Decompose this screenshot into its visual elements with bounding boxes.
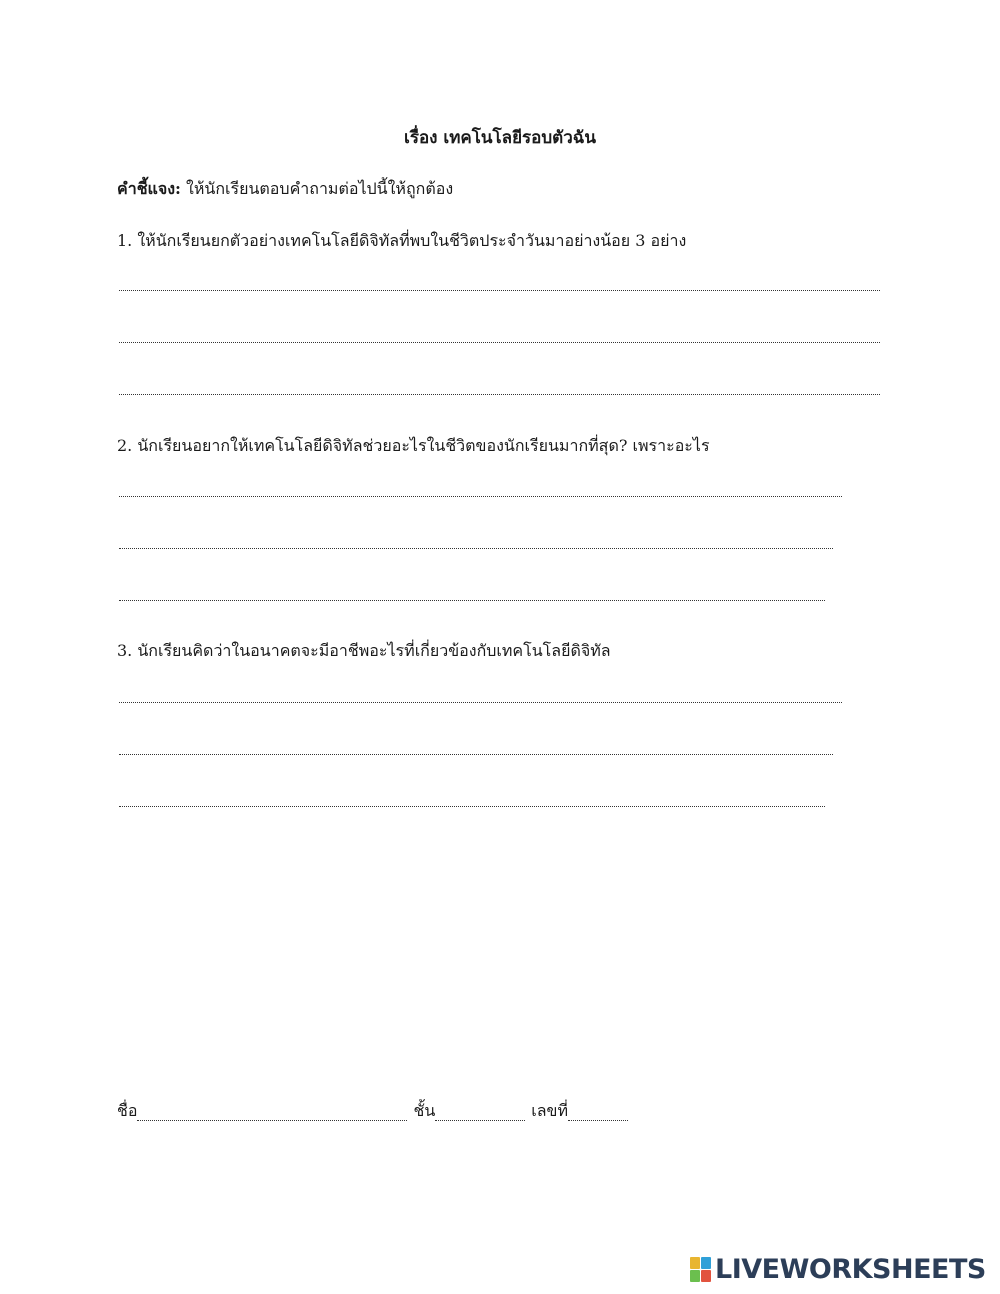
answer-line-2-2[interactable]	[119, 548, 833, 549]
question-2: 2. นักเรียนอยากให้เทคโนโลยีดิจิทัลช่วยอะไรในชีวิตของนักเรียนมากที่สุด? เพราะอะไร	[117, 436, 710, 455]
answer-line-3-1[interactable]	[119, 702, 842, 703]
answer-line-3-2[interactable]	[119, 754, 833, 755]
instruction-text: ให้นักเรียนตอบคำถามต่อไปนี้ให้ถูกต้อง	[186, 179, 454, 198]
logo-square-icon	[690, 1270, 700, 1282]
logo-square-icon	[690, 1257, 700, 1269]
logo-square-icon	[701, 1270, 711, 1282]
class-label: ชั้น	[413, 1101, 436, 1120]
answer-line-3-3[interactable]	[119, 806, 825, 807]
logo-square-icon	[701, 1257, 711, 1269]
student-info	[117, 1099, 628, 1124]
liveworksheets-logo	[690, 1254, 986, 1284]
class-field[interactable]	[435, 1106, 525, 1121]
number-label: เลขที่	[531, 1101, 569, 1120]
name-label: ชื่อ	[117, 1101, 138, 1120]
answer-line-1-2[interactable]	[119, 342, 880, 343]
question-3: 3. นักเรียนคิดว่าในอนาคตจะมีอาชีพอะไรที่เกี่ยวข้องกับเทคโนโลยีดิจิทัล	[117, 641, 611, 660]
number-field[interactable]	[568, 1106, 628, 1121]
answer-line-1-1[interactable]	[119, 290, 880, 291]
answer-line-1-3[interactable]	[119, 394, 880, 395]
worksheet-title: เรื่อง เทคโนโลยีรอบตัวฉัน	[404, 128, 596, 148]
instruction-label: คำชี้แจง:	[117, 179, 181, 198]
question-1: 1. ให้นักเรียนยกตัวอย่างเทคโนโลยีดิจิทัลที่พบในชีวิตประจำวันมาอย่างน้อย 3 อย่าง	[117, 231, 687, 250]
logo-mark-icon	[690, 1257, 711, 1282]
instruction	[117, 177, 453, 202]
name-field[interactable]	[137, 1106, 407, 1121]
logo-text: LIVEWORKSHEETS	[715, 1253, 986, 1285]
answer-line-2-1[interactable]	[119, 496, 842, 497]
answer-line-2-3[interactable]	[119, 600, 825, 601]
